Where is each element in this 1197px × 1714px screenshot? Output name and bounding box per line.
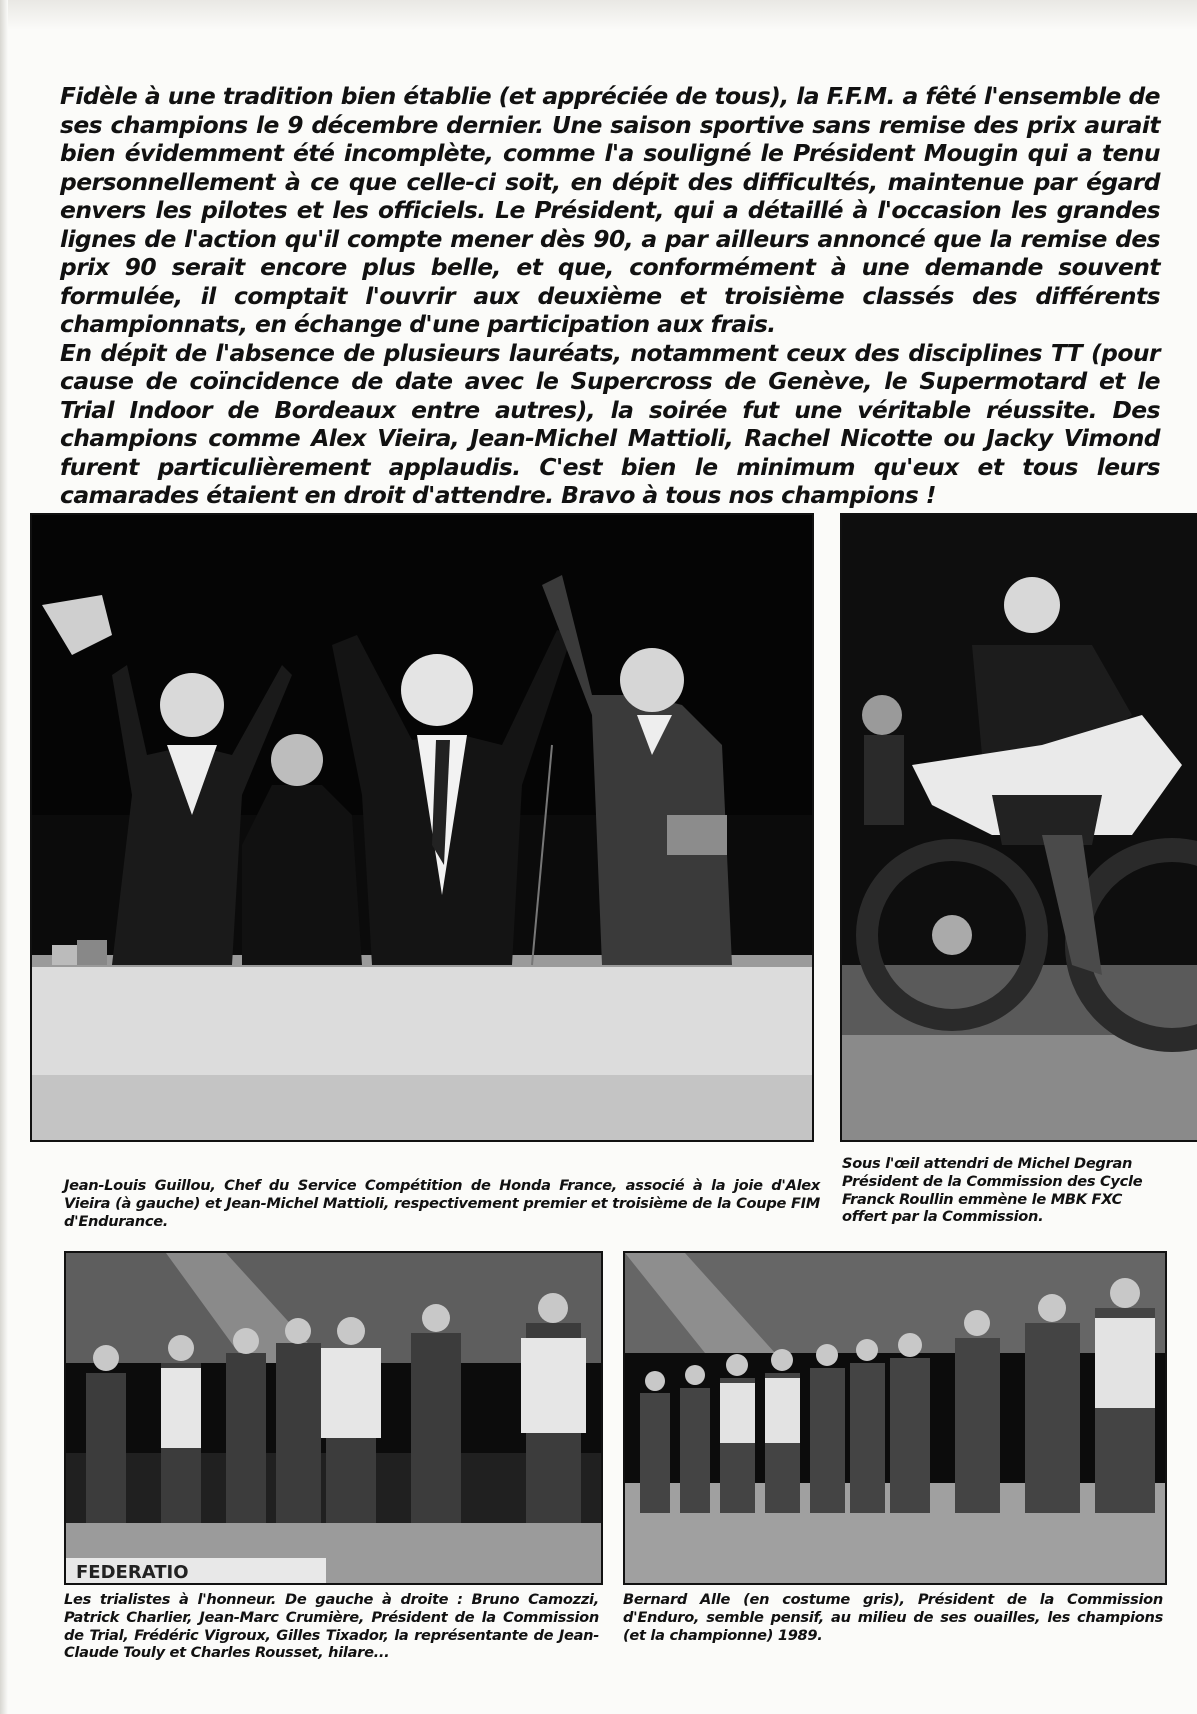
- trial-riders-photo: [64, 1251, 603, 1585]
- page-top-edge: [0, 0, 1197, 30]
- page-binding-edge: [0, 0, 8, 1714]
- trial-caption: Les trialistes à l'honneur. De gauche à droite : Bruno Camozzi, Patrick Charlier, Jean-Marc Crumière, Président de la Commission de Trial, Frédéric Vigroux, Gilles Tixador, la représentante de Jean-Claude Touly et Charles Rousset, hilare...: [64, 1591, 599, 1662]
- ceremony-photo: [30, 513, 814, 1142]
- caption-line: Sous l'œil attendri de Michel Degran: [842, 1155, 1133, 1172]
- enduro-champions-photo: [623, 1251, 1167, 1585]
- article-paragraph: Fidèle à une tradition bien établie (et appréciée de tous), la F.F.M. a fêté l'ensemble de ses champions le 9 décembre dernier. Une saison sportive sans remise des prix aurait bien évidemment été incomplète, comme l'a souligné le Président Mougin qui a tenu personnellement à ce que celle-ci soit, en dépit des difficultés, maintenue par égard envers les pilotes et les officiels. Le Président, qui a détaillé à l'occasion les grandes lignes de l'action qu'il compte mener dès 90, a par ailleurs annoncé que la remise des prix 90 serait encore plus belle, et que, conformément à une demande souvent formulée, il comptait l'ouvrir aux deuxième et troisième classés des différents championnats, en échange d'une participation aux frais.: [60, 82, 1160, 338]
- caption-line: Président de la Commission des Cycle: [842, 1172, 1143, 1190]
- ceremony-caption: Jean-Louis Guillou, Chef du Service Compétition de Honda France, associé à la joie d'Alex Vieira (à gauche) et Jean-Michel Mattioli, respectivement premier et troisième de la Coupe FIM d'Endurance.: [64, 1177, 820, 1230]
- motorbike-caption: [842, 1155, 1197, 1226]
- motorbike-photo: [840, 513, 1197, 1142]
- federation-banner-text: FEDERATIO: [76, 1562, 189, 1583]
- enduro-caption: Bernard Alle (en costume gris), Président de la Commission d'Enduro, semble pensif, au milieu de ses ouailles, les champions (et la championne) 1989.: [623, 1591, 1163, 1644]
- caption-line: Franck Roullin emmène le MBK FXC: [842, 1190, 1123, 1208]
- article-paragraph: En dépit de l'absence de plusieurs lauréats, notamment ceux des disciplines TT (pour cause de coïncidence de date avec le Supercross de Genève, le Supermotard et le Trial Indoor de Bordeaux entre autres), la soirée fut une véritable réussite. Des champions comme Alex Vieira, Jean-Michel Mattioli, Rachel Nicotte ou Jacky Vimond furent particulièrement applaudis. C'est bien le minimum qu'eux et tous leurs camarades étaient en droit d'attendre. Bravo à tous nos champions !: [60, 338, 1160, 509]
- caption-line: offert par la Commission.: [842, 1208, 1044, 1226]
- article-body: [60, 82, 1160, 510]
